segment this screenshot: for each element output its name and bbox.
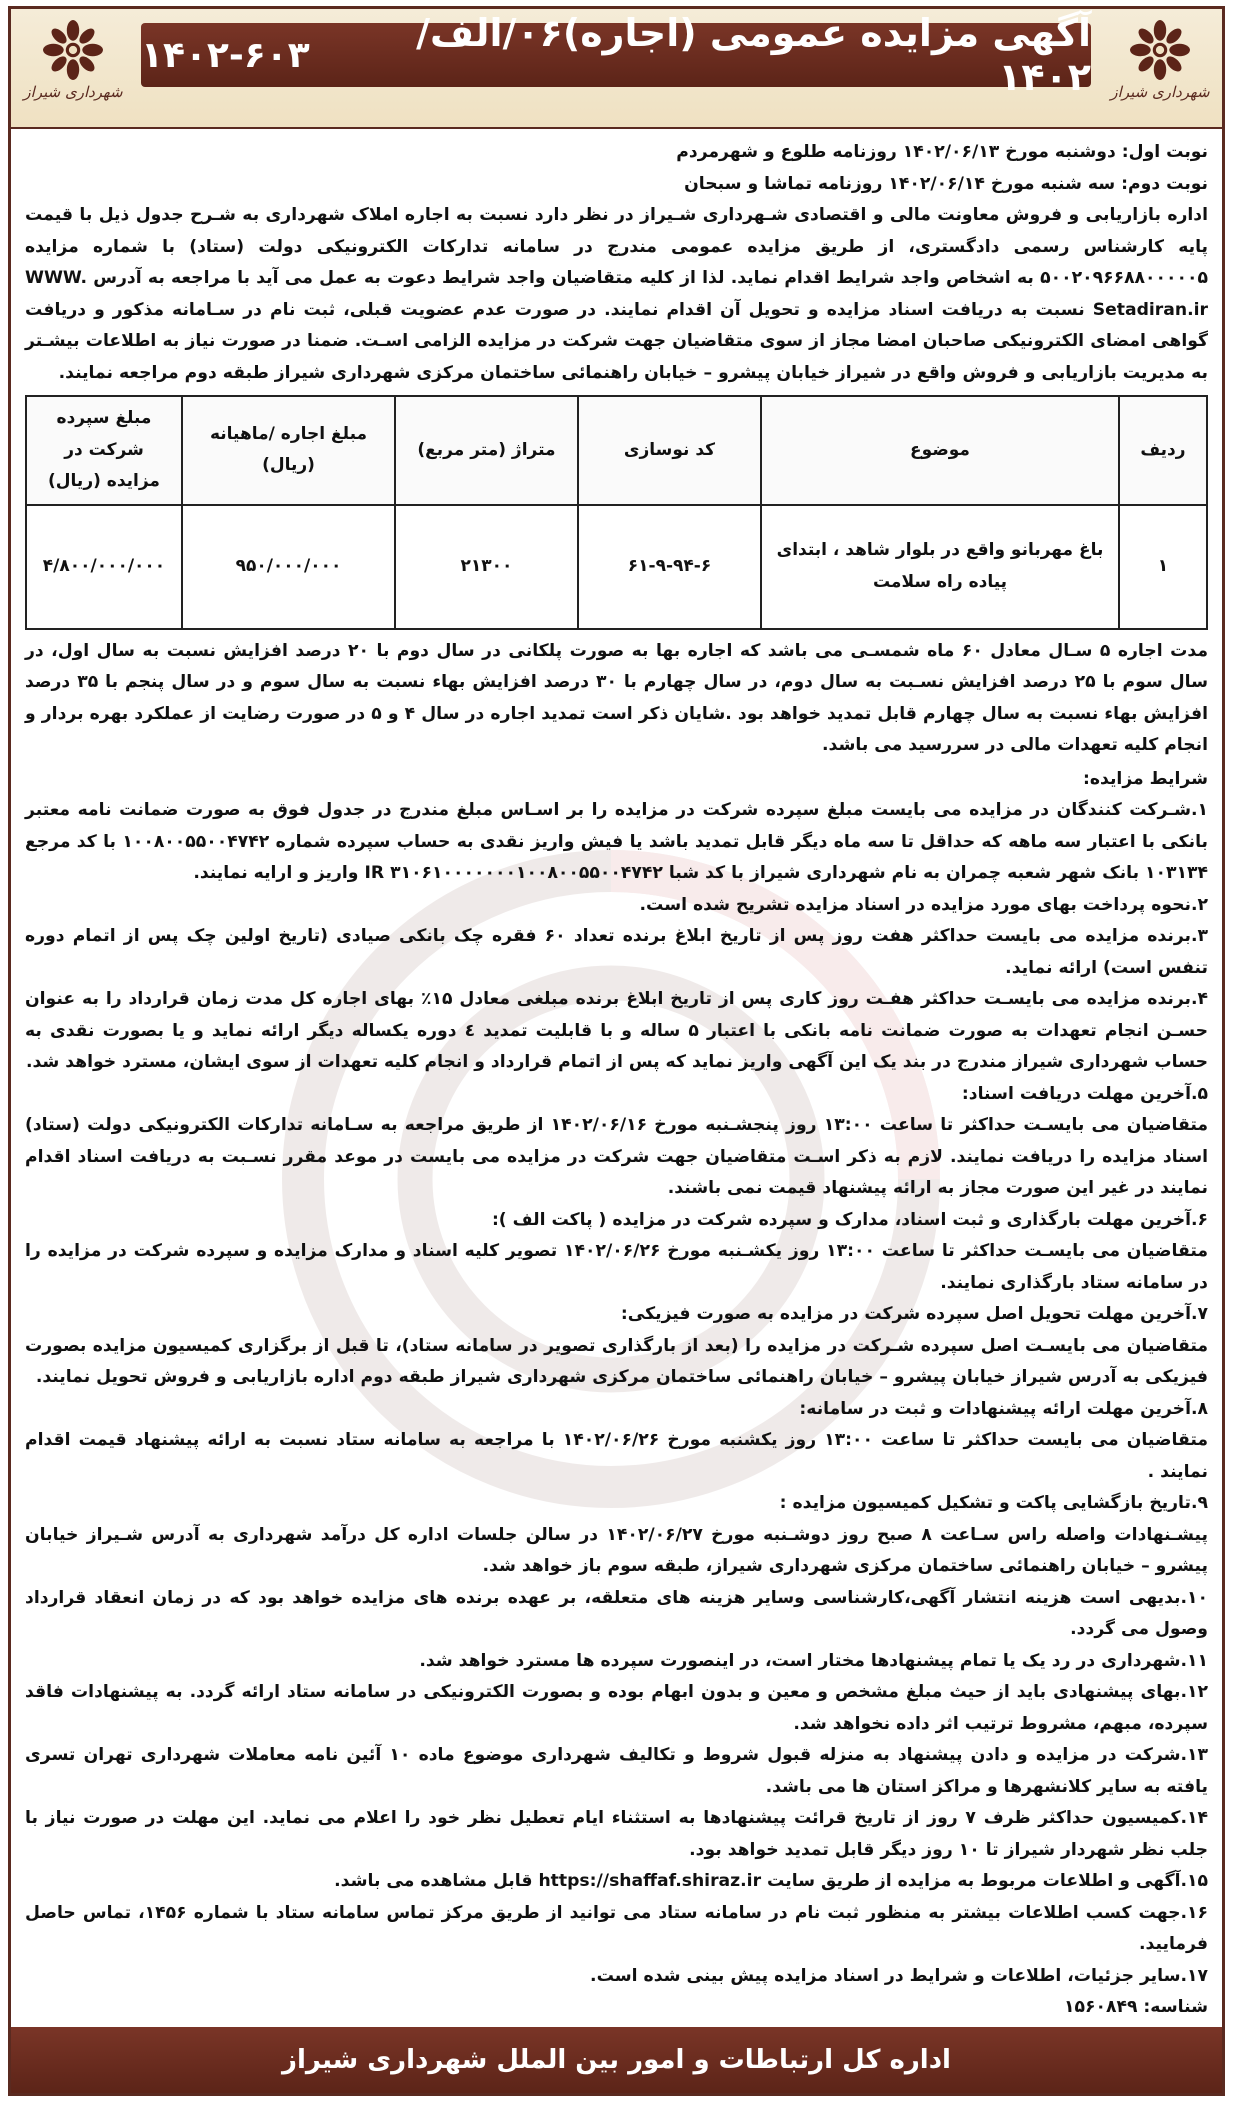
- logo-caption: شهرداری شیراز: [23, 83, 123, 101]
- intro-paragraph: اداره بازاریابی و فروش معاونت مالی و اقتصادی شـهرداری شـیراز در نظر دارد نسبت به اجاره املاک شهرداری به شـرح جدول ذیل با قیمت پایه کارشناس رسمی دادگستری، از طریق مزایده عمومی مندرج در سامانه تدارکات الکترونیکی دولت (ستاد) با شماره مزایده ۵۰۰۲۰۹۶۶۸۸۰۰۰۰۰۵ به اشخاص واجد شرایط اقدام نماید. لذا از کلیه متقاضیان واجد شرایط دعوت به عمل می آید با مراجعه به آدرس WWW. Setadiran.ir نسبت به دریافت اسناد مزایده و تحویل آن اقدام نمایند. در صورت عدم عضویت قبلی، ثبت نام در سـامانه مذکور و دریافت گواهی امضای الکترونیکی صاحبان امضا مجاز از سوی متقاضیان جهت شرکت در مزایده الزامی اسـت. ضمنا در صورت نیاز به اطلاعات بیشـتر به مدیریت بازاریابی و فروش واقع در شیراز خیابان پیشرو – خیابان راهنمائی ساختمان مرکزی شهرداری شیراز طبقه دوم مراجعه نمایند.: [25, 205, 1208, 383]
- condition-item: ۱۲.بهای پیشنهادی باید از حیث مبلغ مشخص و معین و بدون ابهام بوده و بصورت الکترونیکی در سامانه ستاد ارائه گردد. به پیشنهادات فاقد سپرده، مبهم، مشروط ترتیب اثر داده نخواهد شد.: [25, 1682, 1208, 1734]
- condition-item: متقاضیان می بایست حداکثر تا ساعت ۱۳:۰۰ روز یکشنبه مورخ ۱۴۰۲/۰۶/۲۶ با مراجعه به سامانه ستاد نسبت به ارائه پیشنهاد قیمت اقدام نمایند .: [25, 1430, 1208, 1482]
- condition-item: ۱۱.شهرداری در رد یک یا تمام پیشنهادها مختار است، در اینصورت سپرده ها مسترد خواهد شد.: [419, 1650, 1208, 1671]
- condition-item: ۱۷.سایر جزئیات، اطلاعات و شرایط در اسناد مزایده پیش بینی شده است.: [590, 1965, 1208, 1986]
- advertisement-page: [8, 6, 1225, 2096]
- ad-body: [25, 137, 1208, 2024]
- header-code: کد نوسازی: [578, 396, 761, 505]
- condition-item: پیشـنهادات واصله راس سـاعت ۸ صبح روز دوشـنبه مورخ ۱۴۰۲/۰۶/۲۷ در سالن جلسات اداره کل درآمد شهرداری به آدرس شـیراز خیابان پیشرو – خیابان راهنمائی ساختمان مرکزی شهرداری شیراز، طبقه سوم باز خواهد شد.: [25, 1524, 1208, 1576]
- ad-number: ۱۴۰۲-۶۰۳: [141, 34, 310, 76]
- ad-title: آگهی مزایده عمومی (اجاره)۰۶/الف/۱۴۰۲: [416, 11, 1091, 99]
- second-notice: نوبت دوم: سه شنبه مورخ ۱۴۰۲/۰۶/۱۴ روزنامه تماشا و سبحان: [684, 173, 1208, 194]
- header: [11, 9, 1222, 129]
- flower-emblem-icon: [1129, 19, 1191, 81]
- condition-item: ۳.برنده مزایده می بایست حداکثر هفت روز پس از تاریخ ابلاغ برنده تعداد ۶۰ فقره چک بانکی صیادی (تاریخ اولین چک پس از اتمام دوره تنفس است) ارائه نماید.: [25, 926, 1208, 978]
- cell-subject: باغ مهربانو واقع در بلوار شاهد ، ابتدای پیاده راه سلامت: [761, 505, 1119, 629]
- shiraz-municipality-logo-left: [23, 19, 123, 119]
- logo-caption: شهرداری شیراز: [1110, 83, 1210, 101]
- conditions-title: شرایط مزایده:: [1083, 768, 1208, 789]
- header-radif: ردیف: [1119, 396, 1207, 505]
- footer-text: اداره کل ارتباطات و امور بین الملل شهرداری شیراز: [282, 2045, 951, 2075]
- cell-radif: ۱: [1119, 505, 1207, 629]
- condition-item: ۴.برنده مزایده می بایسـت حداکثر هفـت روز کاری پس از تاریخ ابلاغ برنده مبلغی معادل ۱۵٪ بهای اجاره کل مدت زمان قرارداد را به عنوان حسـن انجام تعهدات به صورت ضمانت نامه بانکی با اعتبار ۵ ساله و با قابلیت تمدید ٤ دوره یکساله دیگر ارائه نماید و یا بصورت نقدی به حساب شهرداری شیراز مندرج در بند یک این آگهی واریز نماید که پس از اتمام قرارداد و انجام کلیه تعهدات از سوی ایشان، مسترد خواهد شد.: [25, 989, 1208, 1072]
- cell-code: ۶۱-۹-۹۴-۶: [578, 505, 761, 629]
- condition-item: ۷.آخرین مهلت تحویل اصل سپرده شرکت در مزایده به صورت فیزیکی:: [620, 1304, 1208, 1324]
- condition-item: ۲.نحوه پرداخت بهای مورد مزایده در اسناد مزایده تشریح شده است.: [639, 894, 1208, 915]
- header-subject: موضوع: [761, 396, 1119, 505]
- header-area: متراژ (متر مربع): [395, 396, 578, 505]
- condition-item: ۱۰.بدیهی است هزینه انتشار آگهی،کارشناسی وسایر هزینه های متعلقه، بر عهده برنده های مزایده خواهد بود که در زمان انعقاد قرارداد وصول می گردد.: [25, 1587, 1208, 1639]
- shenase: شناسه: ۱۵۶۰۸۴۹: [1064, 1997, 1208, 2017]
- cell-area: ۲۱۳۰۰: [395, 505, 578, 629]
- condition-item: ۹.تاریخ بازگشایی پاکت و تشکیل کمیسیون مزایده :: [779, 1493, 1208, 1513]
- first-notice: نوبت اول: دوشنبه مورخ ۱۴۰۲/۰۶/۱۳ روزنامه طلوع و شهرمردم: [676, 142, 1208, 162]
- title-banner: [141, 11, 1091, 99]
- condition-item: ۱.شـرکت کنندگان در مزایده می بایست مبلغ سپرده شرکت در مزایده را بر اسـاس مبلغ مندرج در جدول فوق به صورت ضمانت نامه معتبر بانکی با اعتبار سه ماهه که حداقل تا سه ماه دیگر قابل تمدید باشد یا فیش واریز نقدی به حساب سپرده شماره ۱۰۰۸۰۰۵۵۰۰۴۷۴۲ با کد مرجع ۱۰۳۱۳۴ بانک شهر شعبه چمران به نام شهرداری شیراز با کد شبا IR ۳۱۰۶۱۰۰۰۰۰۰۰۱۰۰۸۰۰۵۵۰۰۴۷۴۲ واریز و ارایه نمایند.: [25, 800, 1208, 883]
- condition-item: متقاضیان می بایسـت اصل سپرده شـرکت در مزایده را (بعد از بارگذاری تصویر در سامانه ستاد)، تا قبل از برگزاری کمیسیون مزایده بصورت فیزیکی به آدرس شیراز خیابان پیشرو – خیابان راهنمائی ساختمان مرکزی شهرداری شیراز طبقه دوم اداره بازاریابی و فروش تحویل نمایند.: [25, 1335, 1208, 1387]
- condition-item: متقاضیان می بایسـت حداکثر تا ساعت ۱۳:۰۰ روز پنجشـنبه مورخ ۱۴۰۲/۰۶/۱۶ از طریق مراجعه به سـامانه تدارکات الکترونیکی دولت (ستاد) اسناد مزایده را دریافت نمایند. لازم به ذکر اسـت متقاضیان جهت شرکت در مزایده می بایست در موعد مقرر نسـبت به دریافت اسناد اقدام نمایند در غیر این صورت مجاز به ارائه پیشنهاد قیمت نمی باشند.: [25, 1115, 1208, 1198]
- header-rent: مبلغ اجاره /ماهیانه (ریال): [182, 396, 395, 505]
- cell-rent: ۹۵۰/۰۰۰/۰۰۰: [182, 505, 395, 629]
- condition-item: ۶.آخرین مهلت بارگذاری و ثبت اسناد، مدارک و سپرده شرکت در مزایده ( پاکت الف ):: [491, 1209, 1208, 1230]
- table-row: [26, 505, 1207, 629]
- condition-item: ۱۵.آگهی و اطلاعات مربوط به مزایده از طریق سایت https://shaffaf.shiraz.ir قابل مشاهده می باشد.: [334, 1871, 1208, 1891]
- flower-emblem-icon: [42, 19, 104, 81]
- lease-terms: مدت اجاره ۵ سـال معادل ۶۰ ماه شمسـی می باشد که اجاره بها به صورت پلکانی در سال دوم با ۲۰ درصد افزایش نسبت به سال اول، در سال سوم با ۲۵ درصد افزایش نسـبت به سال دوم، در سال چهارم با ۳۰ درصد افزایش بهاء نسبت به سال سوم و در سال پنجم با ۳۵ درصد افزایش بهاء نسبت به سال چهارم قابل تمدید خواهد بود .شایان ذکر است تمدید اجاره در سال ۴ و ۵ در صورت رضایت از عملکرد بهره بردار و انجام کلیه تعهدات مالی در سررسید می باشد.: [25, 640, 1208, 755]
- footer-banner: [11, 2027, 1222, 2093]
- condition-item: ۸.آخرین مهلت ارائه پیشنهادات و ثبت در سامانه:: [799, 1398, 1208, 1419]
- condition-item: ۵.آخرین مهلت دریافت اسناد:: [961, 1083, 1208, 1104]
- condition-item: متقاضیان می بایسـت حداکثر تا ساعت ۱۳:۰۰ روز یکشـنبه مورخ ۱۴۰۲/۰۶/۲۶ تصویر کلیه اسناد و مدارک مزایده و سپرده شرکت در مزایده را در سامانه ستاد بارگذاری نمایند.: [25, 1241, 1209, 1293]
- condition-item: ۱۳.شرکت در مزایده و دادن پیشنهاد به منزله قبول شروط و تکالیف شهرداری موضوع ماده ۱۰ آئین نامه معاملات شهرداری تهران تسری یافته به سایر کلانشهرها و مراکز استان ها می باشد.: [25, 1745, 1209, 1797]
- table-header-row: [26, 396, 1207, 505]
- shiraz-municipality-logo-right: [1110, 19, 1210, 119]
- cell-deposit: ۴/۸۰۰/۰۰۰/۰۰۰: [26, 505, 182, 629]
- condition-item: ۱۴.کمیسیون حداکثر ظرف ۷ روز از تاریخ قرائت پیشنهادها به استثناء ایام تعطیل نظر خود را اعلام می نماید. این مهلت در صورت نیاز با جلب نظر شهردار شیراز تا ۱۰ روز دیگر قابل تمدید خواهد بود.: [25, 1808, 1208, 1860]
- condition-item: ۱۶.جهت کسب اطلاعات بیشتر به منظور ثبت نام در سامانه ستاد می توانید از طریق مرکز تماس سامانه ستاد با شماره ۱۴۵۶، تماس حاصل فرمایید.: [25, 1902, 1208, 1954]
- property-table: [25, 395, 1208, 630]
- header-deposit: مبلغ سپرده شرکت در مزایده (ریال): [26, 396, 182, 505]
